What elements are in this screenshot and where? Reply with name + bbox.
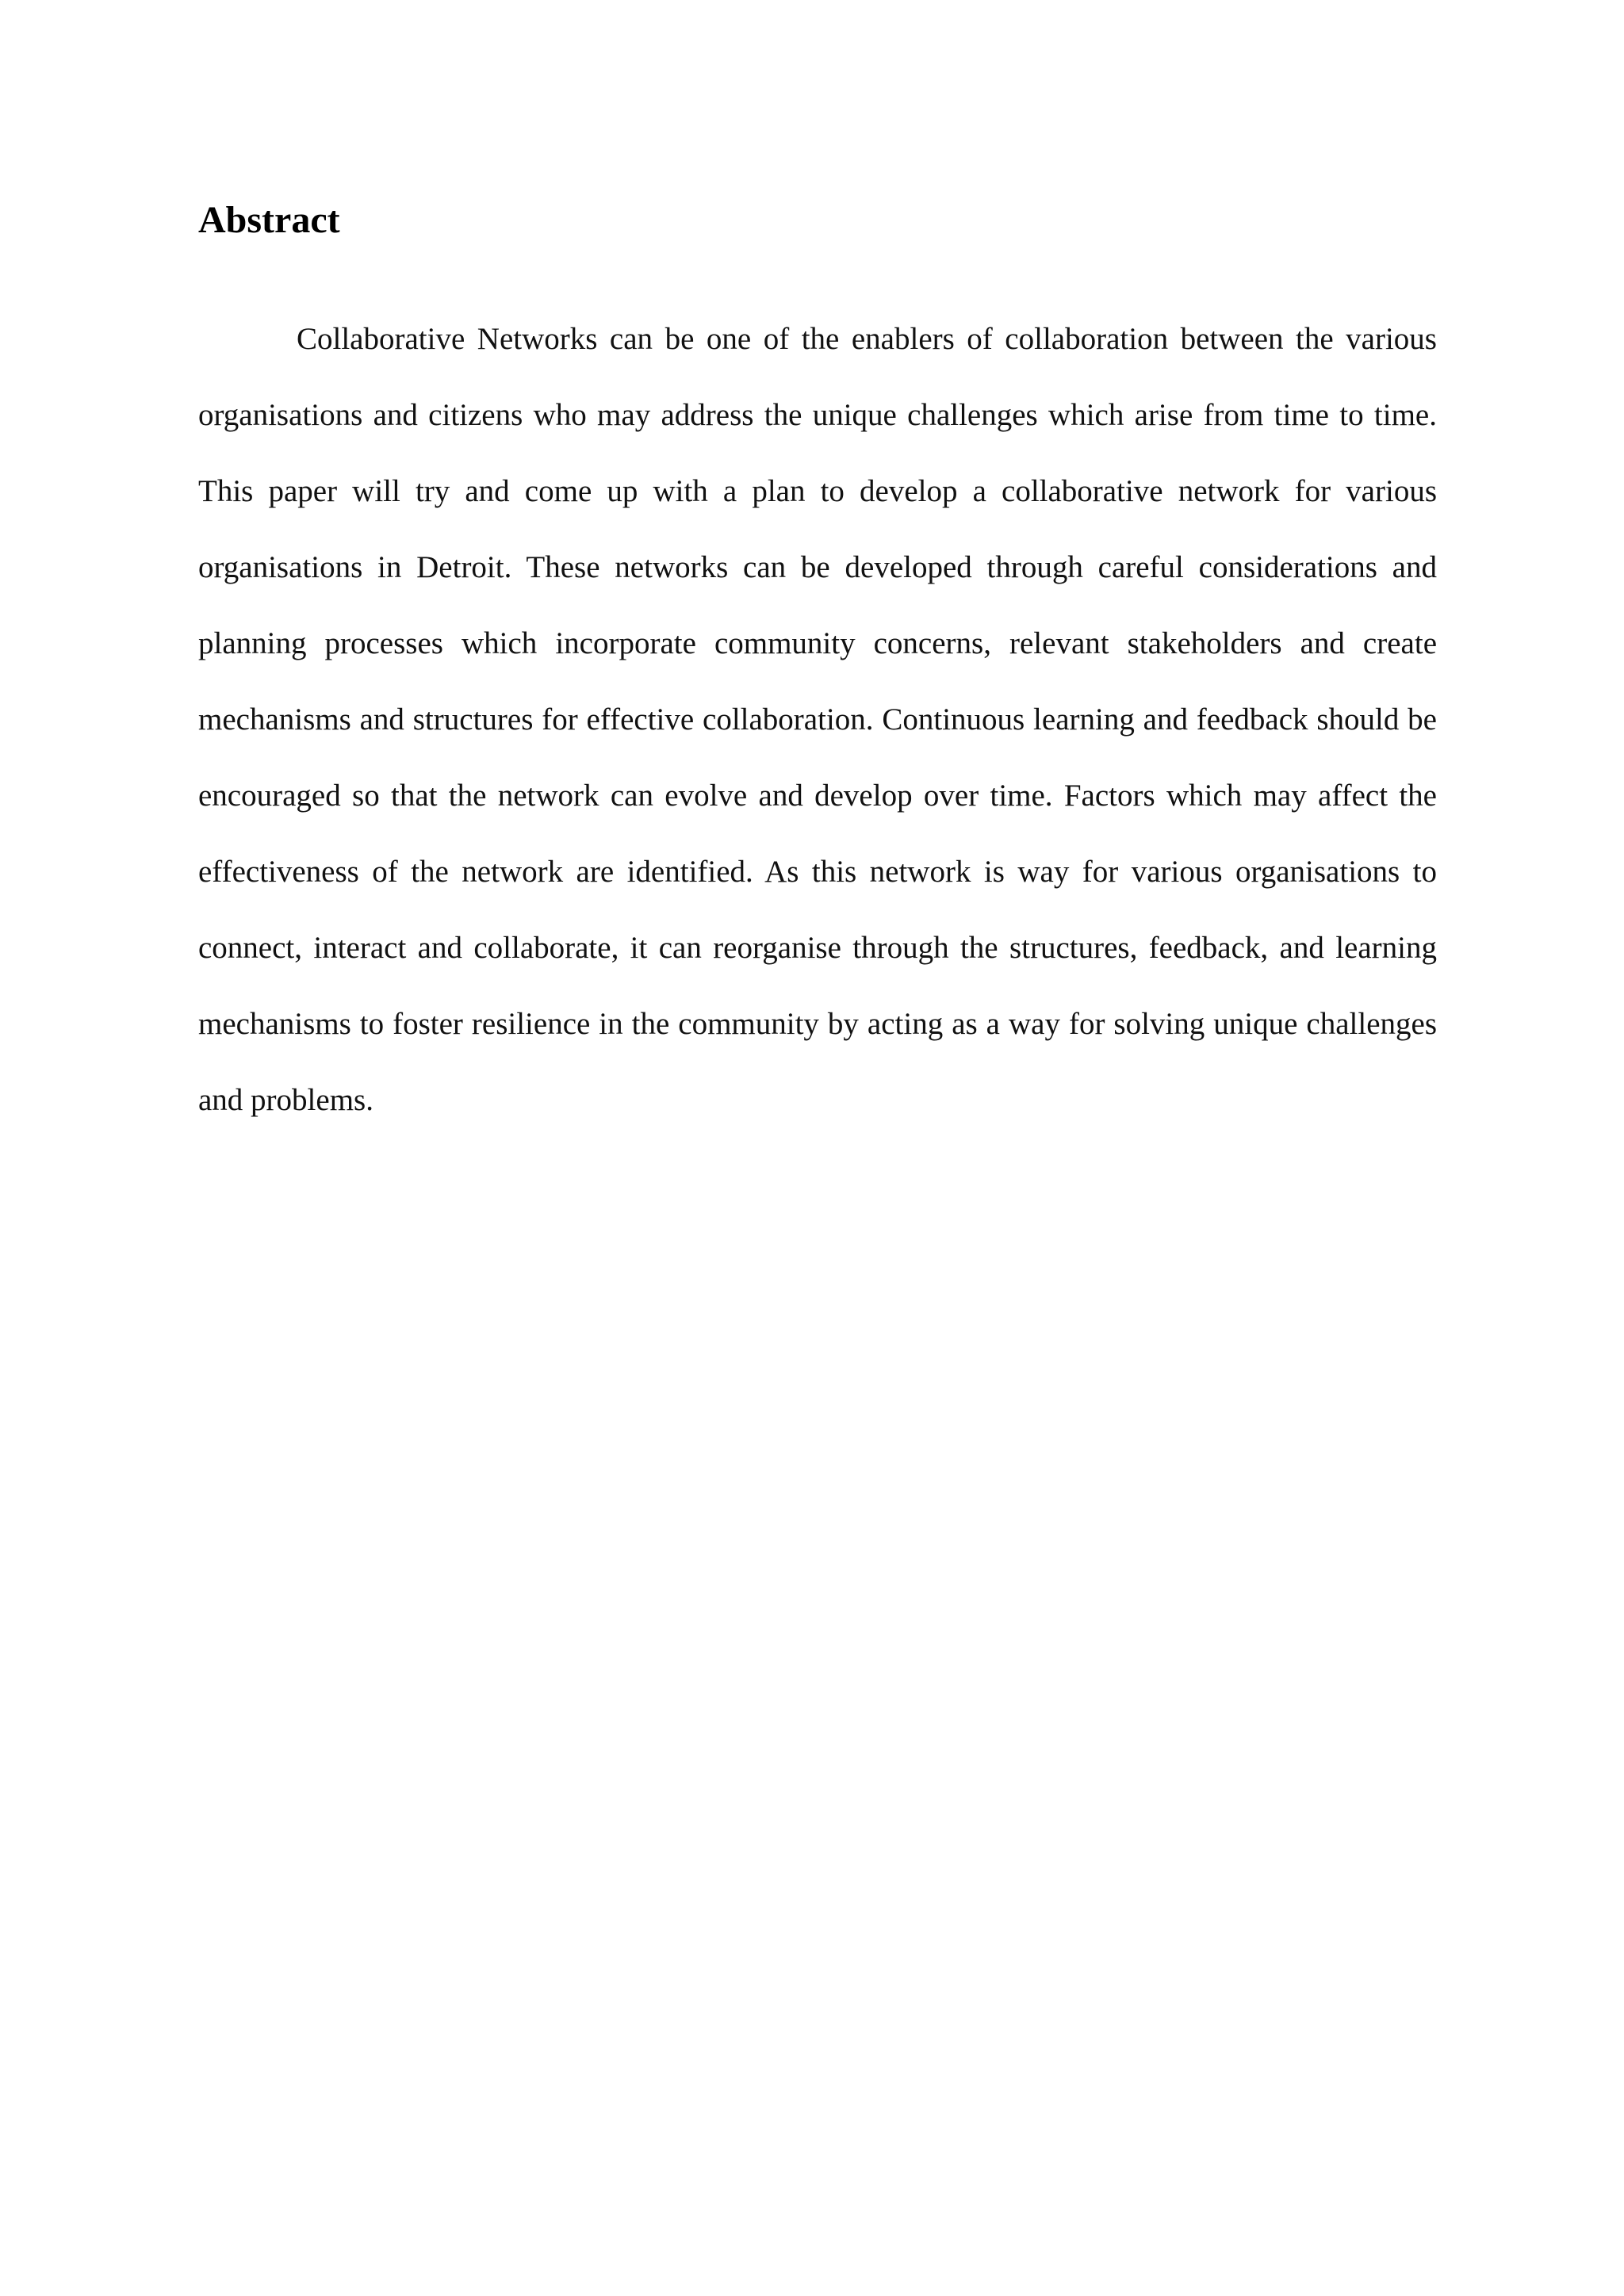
abstract-heading: Abstract [198,199,340,241]
abstract-paragraph: Collaborative Networks can be one of the enablers of collaboration between the various organisations and citizens who may address the unique challenges which arise from time to time. This paper will try and come up with a plan to develop a collaborative network for various organisations in Detroit. These networks can be developed through careful considerations and planning processes which incorporate community concerns, relevant stakeholders and create mechanisms and structures for effective collaboration. Continuous learning and feedback should be encouraged so that the network can evolve and develop over time. Factors which may affect the effectiveness of the network are identified. As this network is way for various organisations to connect, interact and collaborate, it can reorganise through the structures, feedback, and learning mechanisms to foster resilience in the community by acting as a way for solving unique challenges and problems. [198,322,1437,1117]
